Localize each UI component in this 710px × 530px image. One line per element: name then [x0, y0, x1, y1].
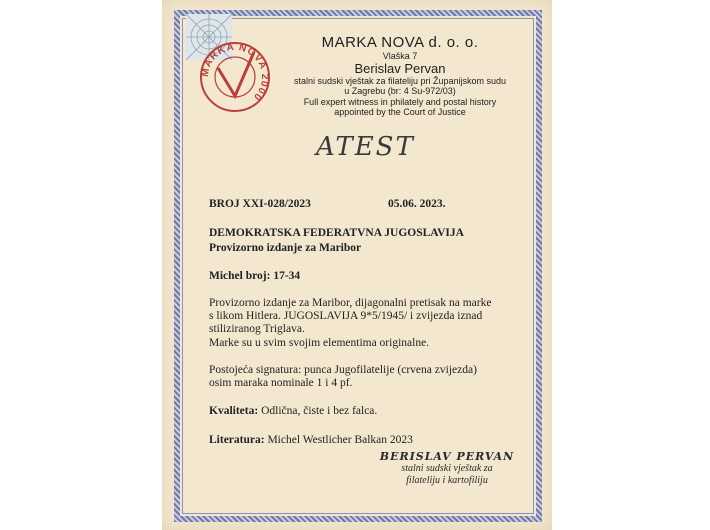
company-street: Vlaška 7	[382, 51, 418, 61]
michel-value: 17-34	[273, 270, 301, 282]
document-title: ATEST	[316, 132, 415, 162]
expert-title-line-3: Full expert witness in philately and postal history	[303, 96, 497, 107]
expert-name: Berislav Pervan	[354, 60, 446, 76]
literature-row	[209, 434, 413, 446]
signatura-line-1: Postojeća signatura: punca Jugofilatelije (crvena zvijezda)	[209, 364, 477, 376]
description-line-4: Marke su u svim svojim elementima originalne.	[209, 337, 430, 349]
certificate-number: BROJ XXI-028/2023	[209, 198, 311, 210]
company-name: MARKA NOVA d. o. o.	[321, 34, 479, 51]
signature-name: BERISLAV PERVAN	[379, 450, 515, 463]
quality-value: Odlična, čiste i bez falca.	[261, 405, 378, 417]
description-line-3: stiliziranog Triglava.	[209, 323, 305, 335]
certificate-date: 05.06. 2023.	[388, 198, 446, 210]
michel-label: Michel broj:	[209, 270, 271, 282]
signature-line-1: stalni sudski vještak za	[401, 463, 493, 474]
letterhead	[280, 34, 520, 118]
literature-label: Literatura:	[209, 434, 265, 446]
stamp-text: MARKA NOVA 2000	[199, 41, 271, 103]
expert-title-line-2: u Zagrebu (br: 4 Su-972/03)	[344, 86, 456, 96]
description-line-2: s likom Hitlera. JUGOSLAVIJA 9*5/1945/ i zvijezda iznad	[209, 310, 483, 322]
signature-line-2: filateliju i kartofiliju	[406, 475, 488, 486]
literature-value: Michel Westlicher Balkan 2023	[267, 434, 413, 446]
description-line-1: Provizorno izdanje za Maribor, dijagonalni pretisak na marke	[209, 297, 492, 309]
company-stamp-icon	[196, 38, 274, 116]
expert-title-line-4: appointed by the Court of Justice	[334, 107, 466, 117]
subject-line-2: Provizorno izdanje za Maribor	[209, 242, 362, 254]
quality-row	[209, 405, 377, 417]
signature-block	[372, 450, 522, 487]
michel-row	[209, 270, 300, 282]
quality-label: Kvaliteta:	[209, 405, 259, 417]
subject-line-1: DEMOKRATSKA FEDERATVNA JUGOSLAVIJA	[209, 227, 464, 239]
signatura-line-2: osim maraka nominale 1 i 4 pf.	[209, 377, 353, 389]
expert-title-line-1: stalni sudski vještak za filateliju pri Županijskom sudu	[293, 75, 507, 86]
